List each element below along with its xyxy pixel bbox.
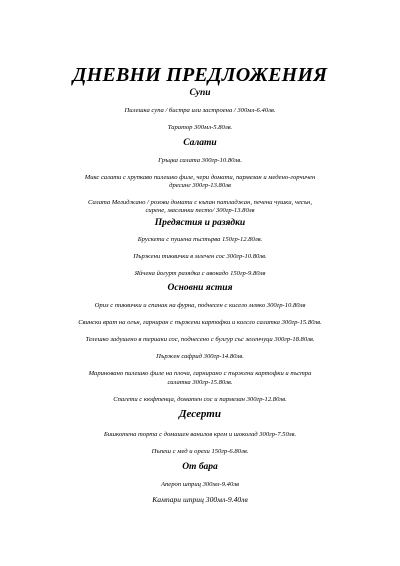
section-heading-bar: От бара bbox=[182, 462, 218, 472]
menu-item: Апероп шприц 300мл-9.40лв bbox=[160, 481, 240, 488]
menu-item: Пилешка супа / бистра или застроена / 300мл-6.40лв. bbox=[124, 107, 276, 114]
menu-item: Бишкотена торта с домашен ванилов крем и шоколад 300гр-7.50лв. bbox=[103, 431, 297, 438]
menu-item: Таратор 300мл-5.80лв. bbox=[167, 124, 233, 131]
menu-item: Пържен сафрид 300гр-14.80лв. bbox=[156, 353, 244, 360]
section-heading-soups: Супи bbox=[189, 88, 211, 98]
menu-item: Свински врат на огън, гарниран с пържени картофки и колсло салатка 300гр-15.80лв. bbox=[78, 319, 322, 326]
page-title: ДНЕВНИ ПРЕДЛОЖЕНИЯ bbox=[72, 64, 328, 86]
menu-item-continued: дресинг 300гр-13.80лв bbox=[169, 182, 231, 189]
menu-item: Пържени тиквички в млечен сос 300гр-10.80лв. bbox=[133, 253, 267, 260]
section-heading-mains: Основни ястия bbox=[167, 283, 233, 293]
menu-item: Спагети с кюфтенца, доматен сос и пармезан 300гр-12.80лв. bbox=[113, 396, 287, 403]
section-heading-desserts: Десерти bbox=[179, 408, 221, 420]
menu-item: Мариновано пилешко филе на плоча, гарнирано с пържени картофки и пъстра bbox=[88, 370, 312, 377]
menu-item: Брускети с пушена пъстърва 150гр-12.80лв. bbox=[137, 236, 263, 243]
menu-item-continued: салатка 300гр-15.80лв. bbox=[167, 379, 233, 386]
menu-item: Телешко задушено в териаки сос, поднесено с булгур със зеленчуци 300гр-18.80лв. bbox=[85, 336, 315, 343]
menu-item: Яйчена йогурт разядка с авокадо 150гр-9.80лв bbox=[134, 270, 266, 277]
section-heading-starters: Предястия и разядки bbox=[154, 218, 246, 228]
menu-item: Гръцка салата 300гр-10.80лв. bbox=[158, 157, 242, 164]
section-heading-salads: Салати bbox=[183, 138, 217, 148]
menu-item: Кампари шприц 300мл-9.40лв bbox=[152, 495, 248, 504]
menu-item: Ориз с тиквички и спанак на фурна, поднесен с кисело мляко 300гр-10.80лв bbox=[94, 302, 306, 309]
menu-item: Микс салати с хрупкаво пилешко филе, чери домати, пармезан и медено-горчичен bbox=[84, 174, 316, 181]
menu-item: Салата Мелиджано / розови домати с къпан патладжан, печени чушки, чесън, bbox=[88, 199, 312, 206]
menu-item-continued: сирене, маслинки песто/ 300гр-13.80лв bbox=[145, 207, 255, 214]
menu-item: Пъпеш с мед и орехи 150гр-6.80лв. bbox=[151, 448, 249, 455]
